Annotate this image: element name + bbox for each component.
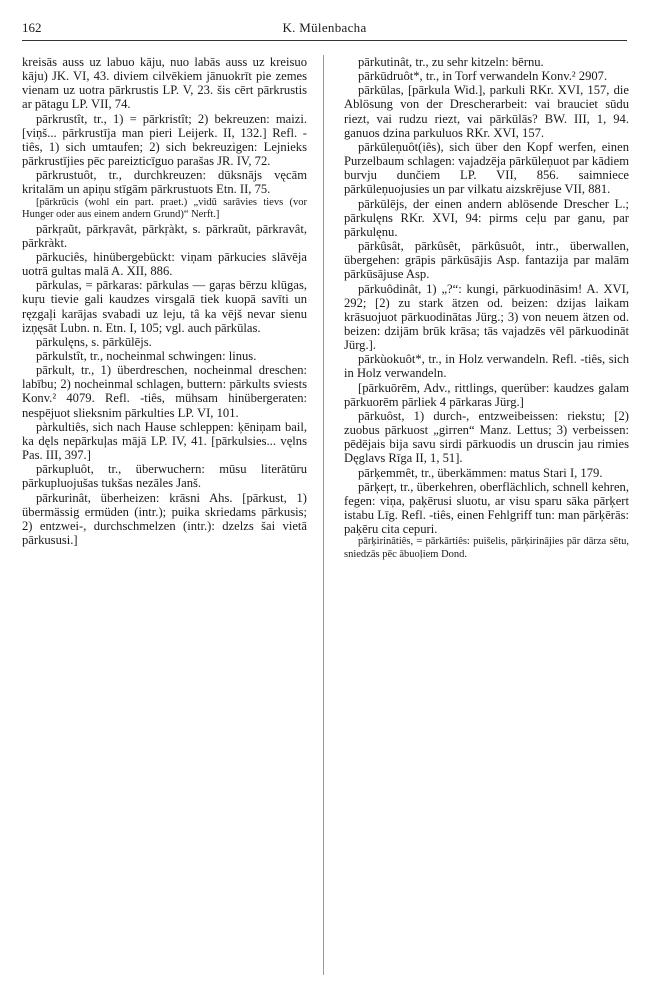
dictionary-entry: pārkutinât, tr., zu sehr kitzeln: bērnu.	[358, 55, 544, 69]
running-title: K. Mülenbacha	[282, 20, 367, 35]
column-divider	[323, 55, 324, 975]
dictionary-entry: pārkulas, = pārkaras: pārkulas — gaŗas bērzu klūgas, kuŗu tievie gali kaudzes virsgalā tiek kuopā savīti un ręzgaļi karājas svabadi uz leju, tâ ka vējš nevar sienu izņęsāt Lubn. n. Etn. I, 105; vgl. auch pārkūlas.	[22, 278, 307, 335]
dictionary-entry: pārkulstît, tr., nocheinmal schwingen: linus.	[36, 348, 257, 363]
dictionary-entry: pārķeŗt, tr., überkehren, oberflächlich, schnell kehren, fegen: viņa, paķērusi sluotu, ar visu sparu sāka pārķert istabu Līg. Refl. -tiês, einen Fehlgriff tun: man pārķērās: paķēru cita cepuri.	[344, 479, 629, 537]
dictionary-entry: pārkūleņuôt(iês), sich über den Kopf werfen, einen Purzelbaum schlagen: vajadzēja pārkūleņuot par kādiem burvju dunčiem LP. VII, 856. saimniece pārkūleņuojusies un par vilkatu aizskrējuse VII, 881.	[344, 139, 629, 197]
dictionary-entry: pārkurinât, überheizen: krāsni Ahs. [pārkust, 1) übermässig ermüden (intr.); puika skriedams pārkusis; 2) entzwei-, durchschmelzen (intr.): dzelzs šai vietā pārkususi.]	[22, 490, 307, 547]
dictionary-entry: pārkùokuôt*, tr., in Holz verwandeln. Refl. -tiês, sich in Holz verwandeln.	[344, 352, 629, 381]
dictionary-entry: pārkûsât, pārkûsêt, pārkûsuôt, intr., überwallen, übergehen: grāpis pārkūsājis Asp. fantazija par malām pārkūsājuse Asp.	[344, 239, 629, 282]
dictionary-entry: kreisās auss uz labuo kāju, nuo labās auss uz kreisuo kāju) JK. VI, 43. diviem cilvēkiem jānuokrīt pie zemes vienam uz uotra pārkrustis LP. V, 23. šis cērt pārkrustis ar pātagu LP. VII, 74.	[22, 55, 307, 112]
dictionary-entry: pārkrustuôt, tr., durchkreuzen: dūksnājs vęcām kritalām un apiņu stīgām pārkrustuots Etn. II, 75.	[22, 168, 307, 197]
dictionary-entry: pārkrustît, tr., 1) = pārkristît; 2) bekreuzen: maizi. [viņš... pārkrustīja man pieri Leijerk. II, 132.] Refl. -tiês, 1) sich umtaufen; 2) sich bekreuzigen: Lejnieks pārkrustījies pēc pareizticīguo parašas JR. IV, 72.	[22, 111, 307, 169]
dictionary-entry: pārķemmêt, tr., überkämmen: matus Stari I, 179.	[358, 465, 603, 480]
dictionary-entry: pàrkultiês, sich nach Hause schleppen: ķēniņam bail, ka dęls nepārkuļas mājā LP. IV, 41. [pārkulsies... vęlns Pas. III, 397.]	[22, 419, 307, 463]
dictionary-entry: pārkŗaũt, pārkŗavât, pārkŗàkt, s. pārkraũt, pārkravât, pārkràkt.	[22, 221, 307, 250]
dictionary-entry: pārkuôdinât, 1) „?“: kungi, pārkuodināsim! A. XVI, 292; [2) zu stark ätzen od. beizen: dzijas laikam krāsuojuot pārkuodinātas Jürg.; 3) von neuem ätzen od. beizen: dzijām brūk krāsa; tās vajadzēs vēl pārkuodināt Jürg.].	[344, 281, 629, 353]
left-column	[22, 55, 307, 990]
dictionary-entry: pārkult, tr., 1) überdreschen, nocheinmal dreschen: labību; 2) nocheinmal schlagen, buttern: pārkults sviests Konv.² 4079. Refl. -tiês, mühsam hinübergeraten: nespējuot slieksnim pārkulties LP. VI, 101.	[22, 363, 307, 420]
dictionary-entry: pārkūlas, [pārkula Wid.], parkuli RKr. XVI, 157, die Ablösung von der Drescherarbeit: vai brauciet sūdu riezt, vai rudzu riezt, vai pārkūlās? BW. III, 1, 94. ganuos dzina parkuluos RKr. XVI, 157.	[344, 83, 629, 140]
dictionary-entry: pārkuciês, hinübergebückt: viņam pārkucies slāvēja uotrā gultas malā A. XII, 886.	[22, 249, 307, 279]
dictionary-entry: pārkūlējs, der einen andern ablösende Drescher L.; pārkulęns RKr. XVI, 94: pirms ceļu par ganu, par pārkulęnu.	[344, 196, 629, 239]
right-column	[344, 55, 629, 990]
dictionary-entry: pārkulęns, s. pārkūlējs.	[36, 334, 152, 349]
dictionary-entry: pārķirinâtiês, = pārkārtiês: puišelis, pārķirinājies pār dārza sētu, sniedzās pēc ābuoļiem Dond.	[344, 536, 629, 560]
dictionary-entry: pārkūdruôt*, tr., in Torf verwandeln Konv.² 2907.	[358, 69, 608, 84]
dictionary-entry: [pārkrūcis (wohl ein part. praet.) „vidū sarāvies tievs (vor Hunger oder aus einem andern Grund)“ Nerft.]	[22, 196, 307, 221]
dictionary-entry: pārkuôst, 1) durch-, entzweibeissen: riekstu; [2) zuobus pārkuost „girren“ Manz. Lettus; 3) verbeissen: pēdējais bija savu sirdi pārkuodis un druscin jau rimies Dęglavs Rīga II, 1, 51].	[344, 408, 629, 466]
page-number: 162	[22, 20, 42, 35]
dictionary-entry: [pārkuōrēm, Adv., rittlings, querüber: kaudzes galam pārkuorēm pārliek 4 pārkaras Jürg.]	[344, 380, 629, 409]
dictionary-entry: pārkupluôt, tr., überwuchern: mūsu literātūru pārkupluojušas tukšas nezāles Janš.	[22, 462, 307, 491]
page-header	[22, 18, 627, 41]
